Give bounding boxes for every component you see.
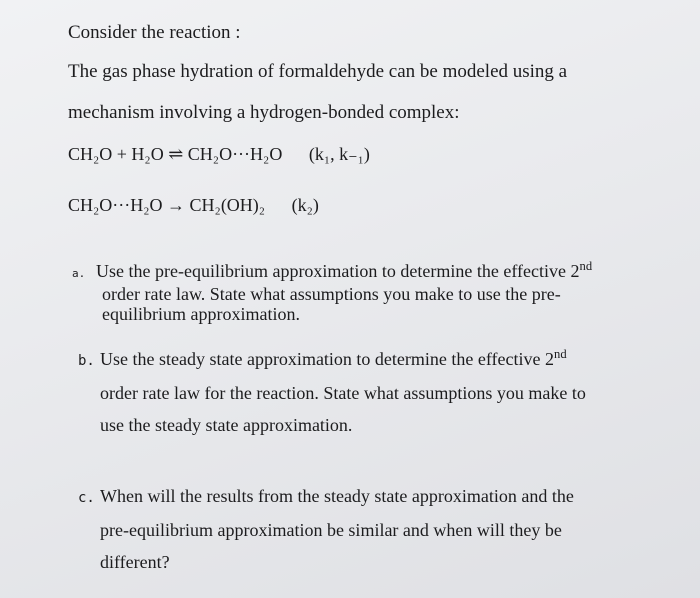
question-b-line-1: Use the steady state approximation to determine the effective 2: [100, 349, 555, 369]
reaction-2-rates: (k₂): [291, 195, 319, 215]
question-b-marker: b.: [78, 353, 95, 369]
question-a: [72, 256, 652, 324]
question-a-line-2: order rate law. State what assumptions you make to use the pre-: [102, 284, 561, 304]
intro-heading: Consider the reaction :: [68, 22, 241, 43]
reaction-2-equation: CH₂O···H₂O → CH₂(OH)₂: [68, 195, 266, 215]
reaction-1-equation: CH₂O + H₂O ⇌ CH₂O···H₂O: [68, 144, 283, 164]
question-a-marker: a.: [72, 267, 86, 280]
question-c-marker: c.: [78, 490, 95, 506]
question-c-line-1: When will the results from the steady state approximation and the: [100, 486, 574, 506]
question-b-superscript: nd: [554, 347, 567, 361]
question-b-line-3: use the steady state approximation.: [100, 415, 353, 435]
intro-line-2: The gas phase hydration of formaldehyde can be modeled using a: [68, 61, 568, 82]
question-b-line-2: order rate law for the reaction. State what assumptions you make to: [100, 383, 586, 403]
intro-line-3: mechanism involving a hydrogen-bonded complex:: [68, 102, 460, 123]
question-c-line-2: pre-equilibrium approximation be similar and when will they be: [100, 520, 562, 540]
reaction-1-rates: (k₁, k₋₁): [308, 144, 370, 164]
question-a-superscript: nd: [579, 259, 593, 273]
question-a-line-3: equilibrium approximation.: [102, 304, 300, 324]
question-b: [78, 338, 658, 441]
question-c: [78, 480, 658, 578]
question-a-line-1: Use the pre-equilibrium approximation to determine the effective 2: [96, 261, 580, 281]
reaction-1: [68, 144, 370, 165]
question-c-line-3: different?: [100, 552, 170, 572]
reaction-2: [68, 195, 319, 216]
